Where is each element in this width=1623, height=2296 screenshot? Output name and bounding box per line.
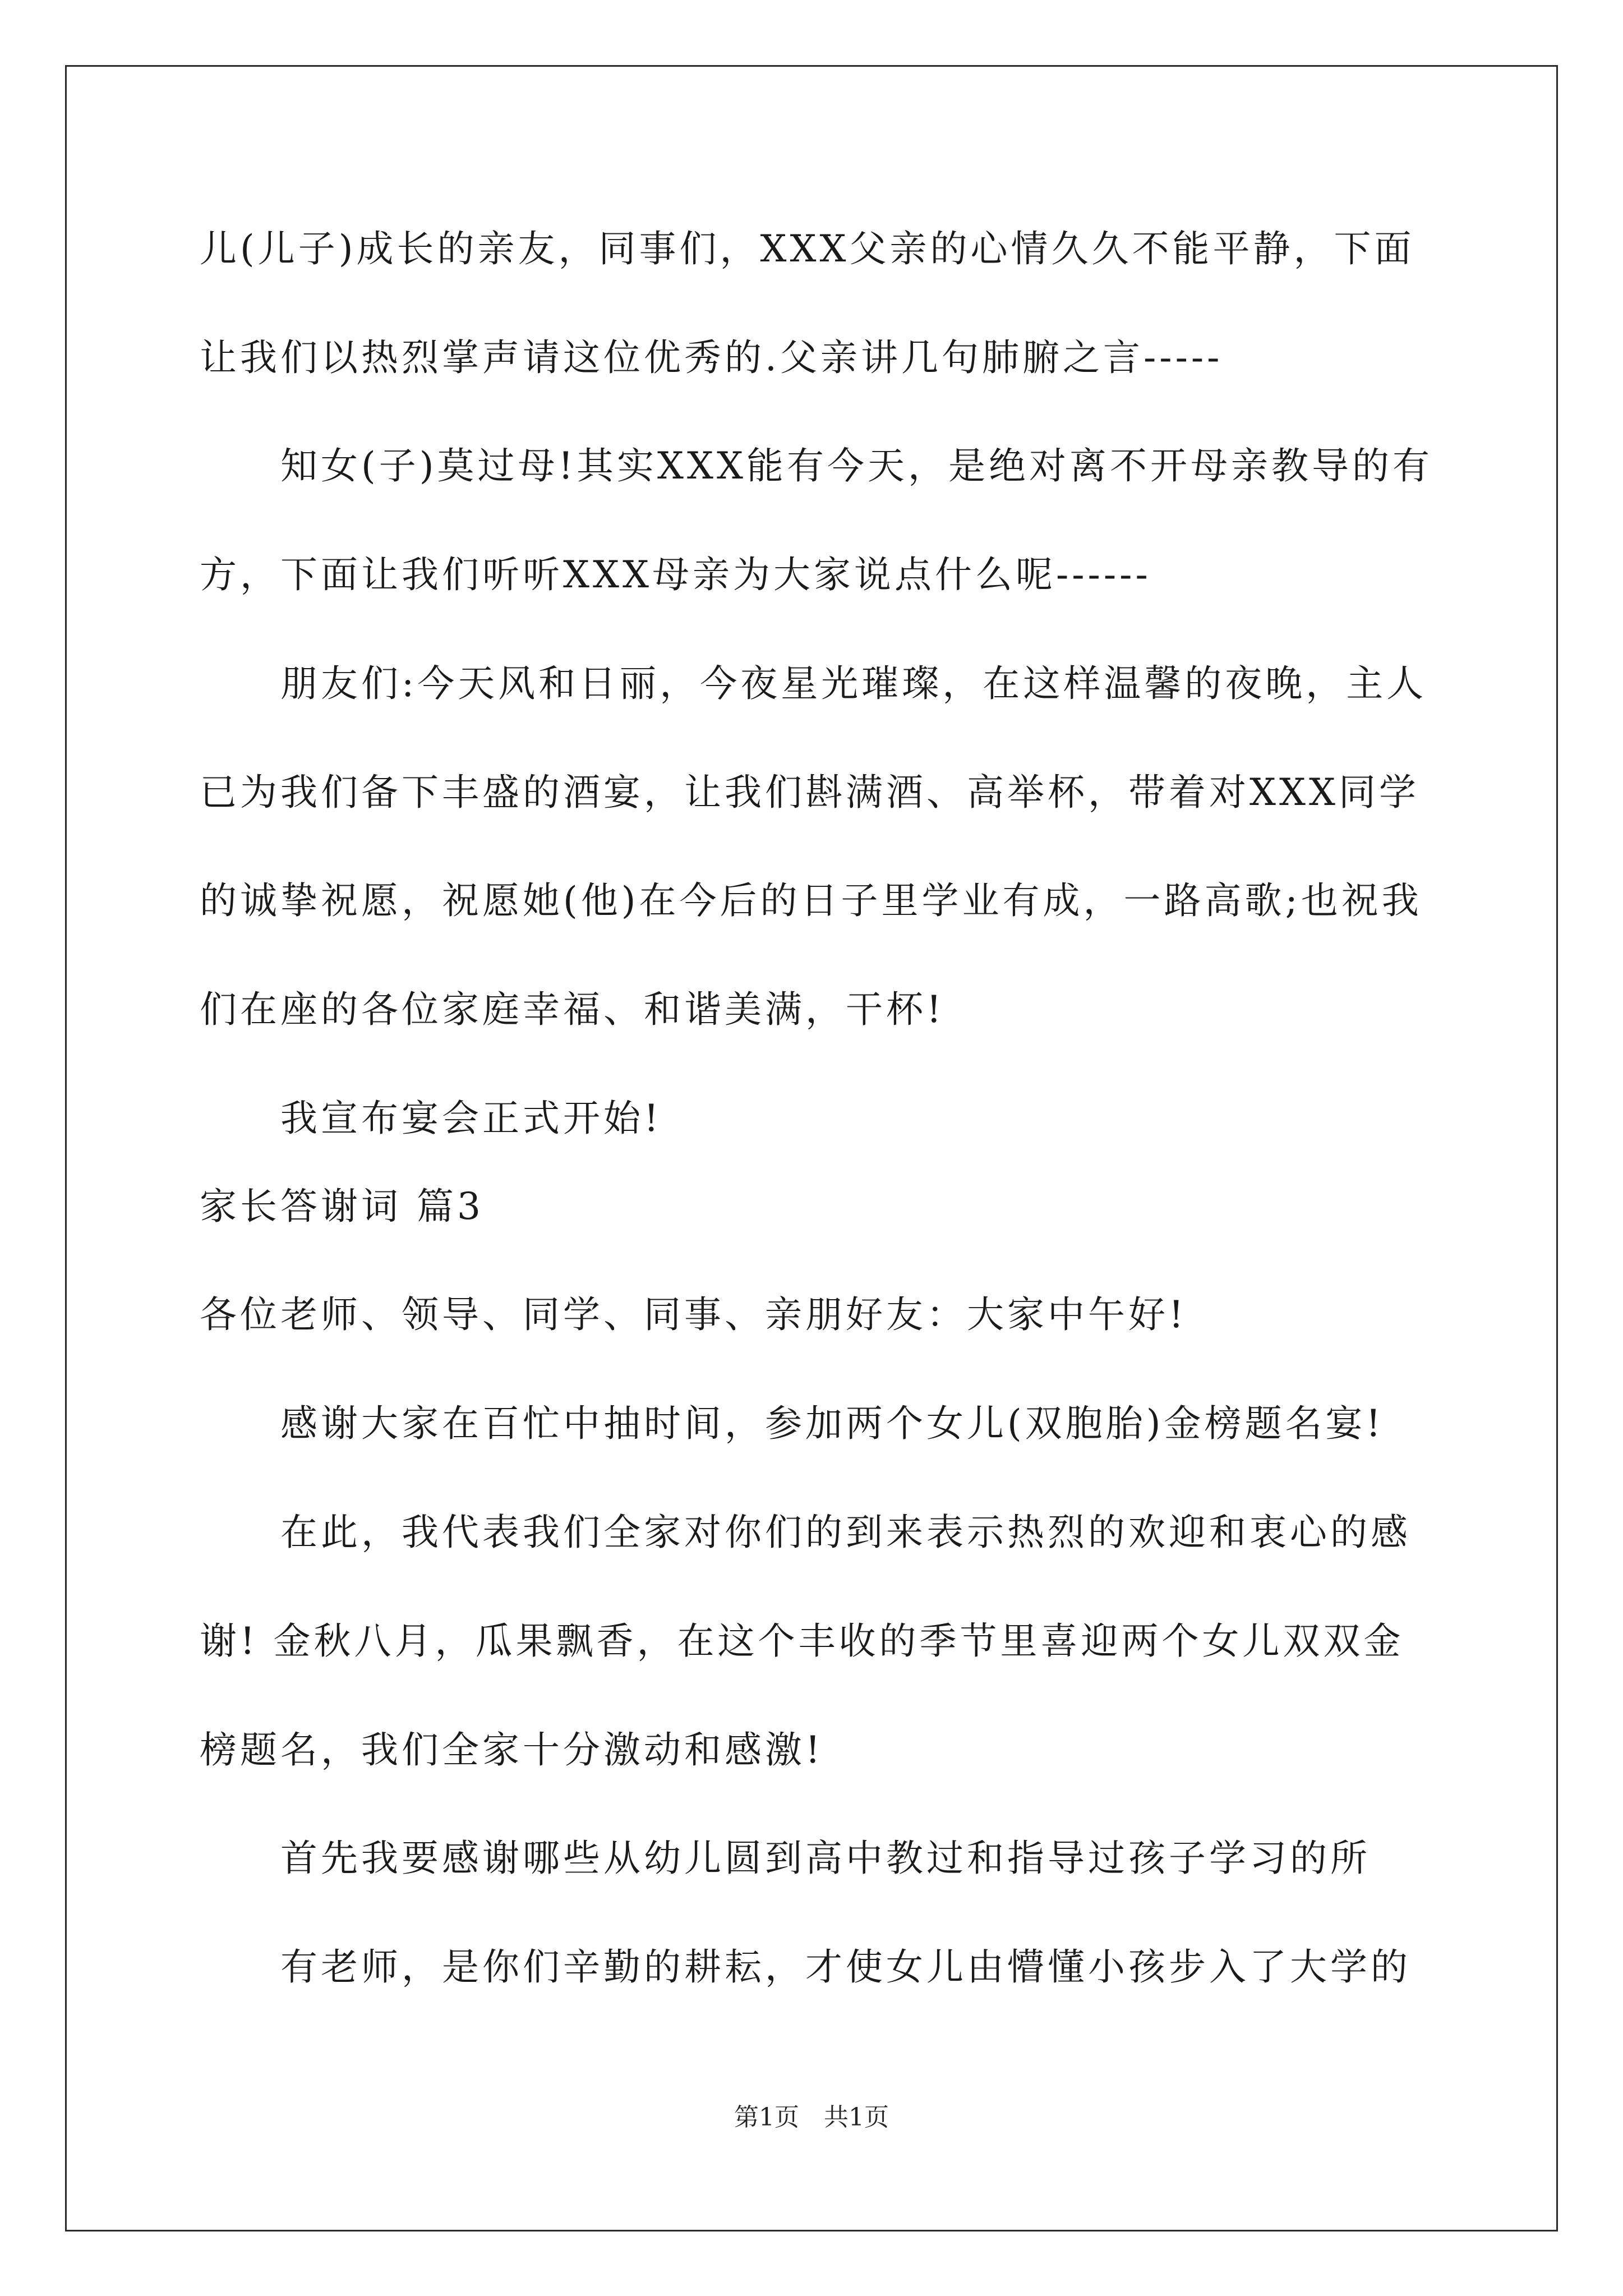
text-line: 的诚挚祝愿，祝愿她(他)在今后的日子里学业有成，一路高歌;也祝我 xyxy=(200,879,1422,922)
text-line: 各位老师、领导、同学、同事、亲朋好友：大家中午好! xyxy=(200,1293,1187,1336)
text-line: 让我们以热烈掌声请这位优秀的.父亲讲几句肺腑之言----- xyxy=(200,336,1223,379)
text-line: 谢! 金秋八月，瓜果飘香，在这个丰收的季节里喜迎两个女儿双双金 xyxy=(200,1619,1404,1663)
text-line: 已为我们备下丰盛的酒宴，让我们斟满酒、高举杯，带着对XXX同学 xyxy=(200,771,1419,814)
text-line: 儿(儿子)成长的亲友，同事们，XXX父亲的心情久久不能平静，下面 xyxy=(200,227,1415,270)
page-border xyxy=(65,65,1558,2231)
text-line: 知女(子)莫过母!其实XXX能有今天，是绝对离不开母亲教导的有 xyxy=(280,444,1433,487)
text-line: 在此，我代表我们全家对你们的到来表示热烈的欢迎和衷心的感 xyxy=(280,1511,1411,1554)
text-line: 方，下面让我们听听XXX母亲为大家说点什么呢------ xyxy=(200,553,1151,596)
text-line: 们在座的各位家庭幸福、和谐美满，干杯! xyxy=(200,988,945,1031)
text-line: 我宣布宴会正式开始! xyxy=(280,1097,662,1140)
page-number: 第1页 共1页 xyxy=(734,2103,889,2132)
text-line: 榜题名，我们全家十分激动和感激! xyxy=(200,1728,824,1772)
text-line: 首先我要感谢哪些从幼儿圆到高中教过和指导过孩子学习的所 xyxy=(280,1837,1371,1880)
text-line: 有老师，是你们辛勤的耕耘，才使女儿由懵懂小孩步入了大学的 xyxy=(280,1945,1411,1989)
text-line: 朋友们:今天风和日丽，今夜星光璀璨，在这样温馨的夜晚，主人 xyxy=(280,662,1427,705)
text-line: 感谢大家在百忙中抽时间，参加两个女儿(双胞胎)金榜题名宴! xyxy=(280,1402,1385,1445)
section-heading: 家长答谢词 篇3 xyxy=(200,1185,484,1228)
